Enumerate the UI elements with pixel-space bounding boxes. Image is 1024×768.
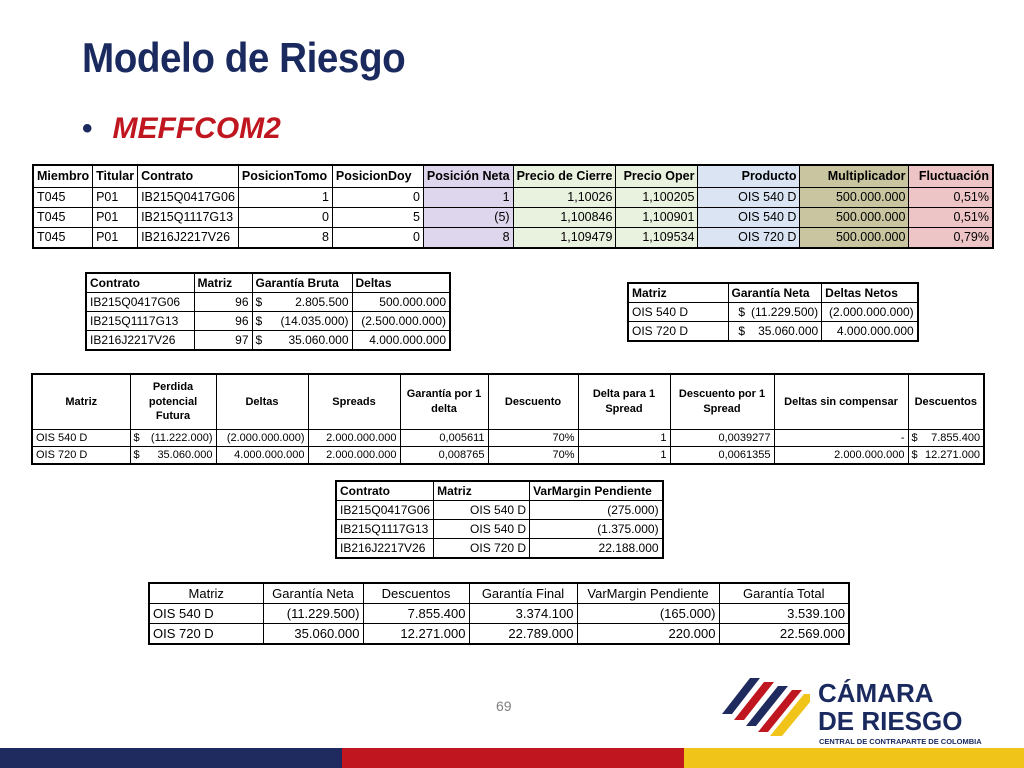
- page-number: 69: [496, 698, 512, 714]
- currency-cell: $: [908, 430, 922, 447]
- header-cell: Matriz: [32, 374, 130, 430]
- logo-line-1: CÁMARA: [818, 678, 934, 708]
- table-cell: 0,51%: [909, 188, 993, 208]
- header-cell: Descuentos: [908, 374, 984, 430]
- table-cell: IB216J2217V26: [336, 539, 434, 559]
- table-row: [86, 312, 450, 331]
- table-cell: 0,79%: [909, 228, 993, 249]
- table-cell: OIS 540 D: [698, 188, 800, 208]
- table-cell: 500.000.000: [800, 208, 909, 228]
- table-cell: IB215Q0417G06: [138, 188, 239, 208]
- table-row: [86, 331, 450, 351]
- header-cell: Matriz: [628, 283, 728, 303]
- header-cell: Descuento: [488, 374, 578, 430]
- header-cell: Fluctuación: [909, 165, 993, 188]
- table-cell: (11.229.500): [748, 303, 822, 322]
- header-cell: Contrato: [336, 481, 434, 501]
- header-cell: Garantía Final: [469, 583, 577, 604]
- table-row: [33, 228, 993, 249]
- table-row: [628, 303, 918, 322]
- header-cell: Perdida potencial Futura: [130, 374, 216, 430]
- footer-band-navy: [0, 748, 342, 768]
- table-cell: (11.222.000): [146, 430, 216, 447]
- table-cell: IB215Q1117G13: [86, 312, 194, 331]
- table-cell: 8: [238, 228, 332, 249]
- table-cell: OIS 540 D: [434, 520, 530, 539]
- table-cell: 8: [423, 228, 513, 249]
- table-cell: OIS 720 D: [698, 228, 800, 249]
- table-cell: 5: [332, 208, 423, 228]
- header-cell: Contrato: [138, 165, 239, 188]
- footer-band-red: [342, 748, 684, 768]
- header-cell: Multiplicador: [800, 165, 909, 188]
- logo-tagline: CENTRAL DE CONTRAPARTE DE COLOMBIA: [819, 737, 982, 746]
- table-cell: 1: [238, 188, 332, 208]
- header-cell: Garantía Neta: [728, 283, 822, 303]
- table-cell: (2.500.000.000): [352, 312, 450, 331]
- currency-cell: $: [252, 312, 276, 331]
- table-cell: 22.188.000: [530, 539, 663, 559]
- table-cell: OIS 720 D: [628, 322, 728, 342]
- table-row: [336, 501, 663, 520]
- table-row: [33, 208, 993, 228]
- table-cell: IB215Q0417G06: [86, 293, 194, 312]
- table-cell: 1: [423, 188, 513, 208]
- table-cell: OIS 540 D: [698, 208, 800, 228]
- header-cell: Garantía Total: [719, 583, 849, 604]
- net-margin-header-row: [628, 283, 918, 303]
- table-cell: IB215Q0417G06: [336, 501, 434, 520]
- header-cell: Deltas: [352, 273, 450, 293]
- net-margin-table: [627, 282, 919, 342]
- table-cell: -: [774, 430, 908, 447]
- header-cell: Descuentos: [363, 583, 469, 604]
- header-cell: Delta para 1 Spread: [578, 374, 670, 430]
- logo-line-2: DE RIESGO: [818, 706, 963, 736]
- currency-cell: $: [130, 430, 146, 447]
- header-cell: Miembro: [33, 165, 93, 188]
- total-margin-header-row: [149, 583, 849, 604]
- table-cell: OIS 540 D: [628, 303, 728, 322]
- currency-cell: $: [908, 447, 922, 465]
- table-cell: (165.000): [577, 604, 719, 624]
- header-cell: VarMargin Pendiente: [577, 583, 719, 604]
- table-cell: 500.000.000: [800, 228, 909, 249]
- header-cell: PosicionDoy: [332, 165, 423, 188]
- table-cell: P01: [93, 208, 138, 228]
- slide-title: Modelo de Riesgo: [82, 34, 406, 81]
- table-cell: 0,0061355: [670, 447, 774, 465]
- table-cell: T045: [33, 188, 93, 208]
- table-cell: 1,100846: [513, 208, 616, 228]
- table-cell: 500.000.000: [800, 188, 909, 208]
- header-cell: Matriz: [434, 481, 530, 501]
- total-margin-table: [148, 582, 850, 645]
- table-cell: 22.569.000: [719, 624, 849, 645]
- varmargin-table: [335, 480, 664, 559]
- table-row: [86, 293, 450, 312]
- currency-cell: $: [252, 331, 276, 351]
- table-cell: 4.000.000.000: [352, 331, 450, 351]
- header-cell: Matriz: [149, 583, 263, 604]
- table-cell: IB216J2217V26: [138, 228, 239, 249]
- table-cell: T045: [33, 208, 93, 228]
- header-cell: Garantía por 1 delta: [400, 374, 488, 430]
- table-cell: 2.000.000.000: [774, 447, 908, 465]
- camara-de-riesgo-logo-stripes-icon: [722, 674, 810, 736]
- table-cell: 1,100205: [616, 188, 698, 208]
- header-cell: Garantía Neta: [263, 583, 363, 604]
- table-cell: (275.000): [530, 501, 663, 520]
- table-cell: P01: [93, 228, 138, 249]
- table-row: [32, 430, 984, 447]
- positions-header-row: [33, 165, 993, 188]
- table-cell: (5): [423, 208, 513, 228]
- table-cell: P01: [93, 188, 138, 208]
- table-cell: (1.375.000): [530, 520, 663, 539]
- varmargin-header-row: [336, 481, 663, 501]
- table-cell: OIS 720 D: [149, 624, 263, 645]
- currency-cell: $: [252, 293, 276, 312]
- currency-cell: $: [728, 322, 748, 342]
- header-cell: Titular: [93, 165, 138, 188]
- header-cell: Producto: [698, 165, 800, 188]
- table-cell: 0: [332, 188, 423, 208]
- table-cell: 12.271.000: [922, 447, 984, 465]
- table-cell: 1,109479: [513, 228, 616, 249]
- table-cell: 0: [238, 208, 332, 228]
- table-cell: 1: [578, 447, 670, 465]
- table-cell: OIS 720 D: [32, 447, 130, 465]
- spread-discount-table: [31, 373, 985, 465]
- header-cell: Posición Neta: [423, 165, 513, 188]
- header-cell: Precio Oper: [616, 165, 698, 188]
- bullet-text: MEFFCOM2: [112, 112, 281, 145]
- table-cell: 0: [332, 228, 423, 249]
- table-cell: 7.855.400: [922, 430, 984, 447]
- table-cell: 2.000.000.000: [308, 447, 400, 465]
- header-cell: Matriz: [194, 273, 252, 293]
- table-cell: 70%: [488, 430, 578, 447]
- table-cell: IB215Q1117G13: [336, 520, 434, 539]
- currency-cell: $: [130, 447, 146, 465]
- currency-cell: $: [728, 303, 748, 322]
- header-cell: VarMargin Pendiente: [530, 481, 663, 501]
- table-cell: 500.000.000: [352, 293, 450, 312]
- table-cell: 4.000.000.000: [822, 322, 918, 342]
- table-cell: OIS 720 D: [434, 539, 530, 559]
- bullet-item: [82, 112, 281, 146]
- table-cell: 3.374.100: [469, 604, 577, 624]
- table-cell: 220.000: [577, 624, 719, 645]
- footer-band-yellow: [684, 748, 1024, 768]
- table-cell: 1,100901: [616, 208, 698, 228]
- table-cell: 96: [194, 312, 252, 331]
- table-row: [628, 322, 918, 342]
- table-cell: 1: [578, 430, 670, 447]
- table-row: [336, 520, 663, 539]
- header-cell: Garantía Bruta: [252, 273, 352, 293]
- table-cell: (2.000.000.000): [216, 430, 308, 447]
- table-cell: 0,51%: [909, 208, 993, 228]
- table-cell: 22.789.000: [469, 624, 577, 645]
- table-cell: T045: [33, 228, 93, 249]
- header-cell: Deltas: [216, 374, 308, 430]
- table-cell: 0,008765: [400, 447, 488, 465]
- table-cell: OIS 540 D: [434, 501, 530, 520]
- table-cell: 97: [194, 331, 252, 351]
- table-row: [33, 188, 993, 208]
- header-cell: Deltas Netos: [822, 283, 918, 303]
- header-cell: PosicionTomo: [238, 165, 332, 188]
- spread-discount-header-row: [32, 374, 984, 430]
- gross-margin-table: [85, 272, 451, 351]
- table-cell: (2.000.000.000): [822, 303, 918, 322]
- table-cell: 35.060.000: [276, 331, 352, 351]
- header-cell: Precio de Cierre: [513, 165, 616, 188]
- gross-margin-header-row: [86, 273, 450, 293]
- header-cell: Spreads: [308, 374, 400, 430]
- table-cell: 35.060.000: [748, 322, 822, 342]
- table-cell: 12.271.000: [363, 624, 469, 645]
- table-row: [32, 447, 984, 465]
- table-cell: 70%: [488, 447, 578, 465]
- table-row: [149, 604, 849, 624]
- table-cell: 2.000.000.000: [308, 430, 400, 447]
- header-cell: Descuento por 1 Spread: [670, 374, 774, 430]
- table-cell: 1,10026: [513, 188, 616, 208]
- table-cell: 1,109534: [616, 228, 698, 249]
- table-cell: 7.855.400: [363, 604, 469, 624]
- table-cell: 3.539.100: [719, 604, 849, 624]
- table-row: [336, 539, 663, 559]
- positions-table: [32, 164, 994, 249]
- table-cell: IB216J2217V26: [86, 331, 194, 351]
- table-cell: (14.035.000): [276, 312, 352, 331]
- table-cell: 96: [194, 293, 252, 312]
- table-cell: 2.805.500: [276, 293, 352, 312]
- table-cell: 4.000.000.000: [216, 447, 308, 465]
- table-cell: OIS 540 D: [32, 430, 130, 447]
- table-cell: 0,0039277: [670, 430, 774, 447]
- header-cell: Contrato: [86, 273, 194, 293]
- table-cell: 0,005611: [400, 430, 488, 447]
- table-cell: IB215Q1117G13: [138, 208, 239, 228]
- header-cell: Deltas sin compensar: [774, 374, 908, 430]
- logo-wordmark: [818, 679, 962, 735]
- table-row: [149, 624, 849, 645]
- table-cell: (11.229.500): [263, 604, 363, 624]
- table-cell: OIS 540 D: [149, 604, 263, 624]
- bullet-dot: •: [82, 112, 93, 145]
- table-cell: 35.060.000: [263, 624, 363, 645]
- table-cell: 35.060.000: [146, 447, 216, 465]
